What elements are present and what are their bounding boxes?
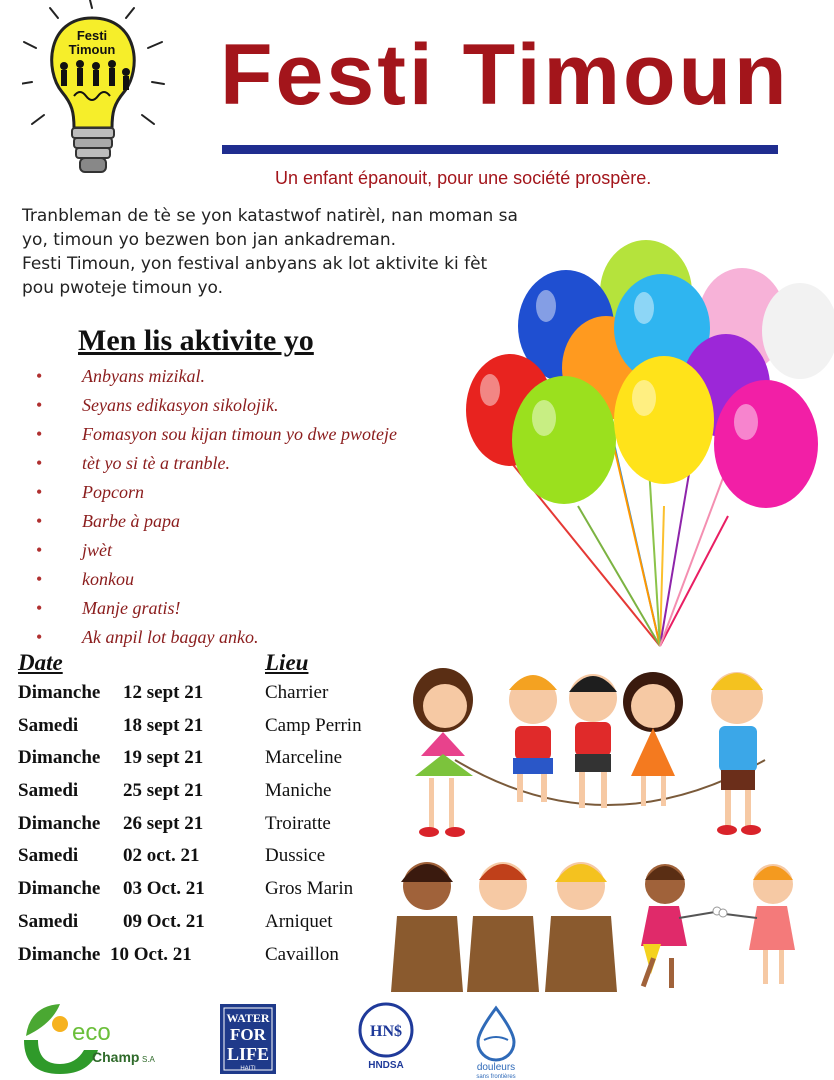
schedule-row [18,878,398,911]
list-item: • Fomasyon sou kijan timoun yo dwe pwoteje [36,420,476,449]
activities-list [36,362,476,652]
water-for-life-logo [220,1004,276,1074]
kids-sack-race-illustration [375,848,815,998]
schedule-day: Dimanche [18,812,101,834]
list-item: • Seyans edikasyon sikolojik. [36,391,476,420]
schedule-date: 03 Oct. 21 [123,878,205,900]
champ-text: Champ [92,1049,140,1065]
hndsa-logo [360,1004,412,1071]
haiti-text: HAITI [240,1066,256,1072]
intro-line: pou pwoteje timoun yo. [22,278,224,298]
list-item: • jwèt [36,536,476,565]
schedule-place: Maniche [265,780,332,802]
list-item: • konkou [36,565,476,594]
logo-text-timoun: Timoun [68,42,116,57]
schedule-date: 09 Oct. 21 [123,910,205,932]
intro-line: Festi Timoun, yon festival anbyans ak lot aktivite ki fèt [22,254,488,274]
schedule-date: 26 sept 21 [123,812,204,834]
schedule-table [18,682,398,976]
schedule-row [18,944,398,977]
life-text: LIFE [226,1044,270,1064]
kids-jump-rope-illustration [385,660,815,845]
schedule-place: Gros Marin [265,878,354,900]
hndsa-text: HNDSA [368,1060,404,1071]
schedule-day: Dimanche [18,747,101,769]
list-item: • Barbe à papa [36,507,476,536]
balloons-illustration [460,236,834,656]
schedule-row [18,715,398,748]
schedule-row [18,911,398,944]
schedule-day: Samedi [18,910,79,932]
for-text: FOR [230,1025,266,1044]
festi-timoun-bulb-logo [22,0,192,190]
list-item: • tèt yo si tè a tranble. [36,449,476,478]
schedule-date: 02 oct. 21 [123,845,200,867]
title-underline-rule [222,145,778,154]
schedule-place: Camp Perrin [265,714,362,736]
page-title: Festi Timoun [220,27,790,123]
schedule-row [18,747,398,780]
sponsor-logos-strip [0,996,834,1080]
list-item: • Anbyans mizikal. [36,362,476,391]
schedule-date: 25 sept 21 [123,780,204,802]
schedule-date: 10 Oct. 21 [110,943,192,965]
place-column-header: Lieu [265,650,309,675]
schedule-place: Marceline [265,747,343,769]
schedule-place: Dussice [265,845,326,867]
schedule-row [18,682,398,715]
list-item: • Manje gratis! [36,594,476,623]
schedule-row [18,813,398,846]
schedule-date: 18 sept 21 [123,714,204,736]
schedule-day: Dimanche [18,943,101,965]
date-column-header: Date [18,650,63,675]
schedule-row [18,845,398,878]
schedule-day: Samedi [18,714,79,736]
activities-heading: Men lis aktivite yo [78,324,314,357]
schedule-date: 12 sept 21 [123,682,204,703]
eco-text: eco [72,1019,111,1046]
schedule-place: Arniquet [265,910,333,932]
schedule-day: Dimanche [18,682,101,703]
tagline: Un enfant épanouit, pour une société prospère. [275,168,652,188]
svg-text:HN$: HN$ [370,1023,402,1040]
schedule-day: Samedi [18,780,79,802]
sans-frontieres-text: sans frontières [476,1074,516,1080]
schedule-day: Samedi [18,845,79,867]
eco-champ-logo [24,1004,156,1074]
water-text: WATER [226,1011,270,1025]
intro-line: yo, timoun yo bezwen bon jan ankadreman. [22,230,397,250]
schedule-row [18,780,398,813]
schedule-place: Cavaillon [265,943,339,965]
list-item: • Ak anpil lot bagay anko. [36,623,476,652]
list-item: • Popcorn [36,478,476,507]
douleurs-sans-frontieres-logo [476,1008,515,1080]
schedule-place: Charrier [265,682,329,703]
schedule-place: Troiratte [265,812,331,834]
schedule-date: 19 sept 21 [123,747,204,769]
douleurs-text: douleurs [476,1062,516,1073]
champ-sa-text: S.A [142,1055,155,1064]
intro-line: Tranbleman de tè se yon katastwof natirèl, nan moman sa [22,206,518,226]
schedule-day: Dimanche [18,878,101,900]
logo-text-festi: Festi [76,28,108,43]
